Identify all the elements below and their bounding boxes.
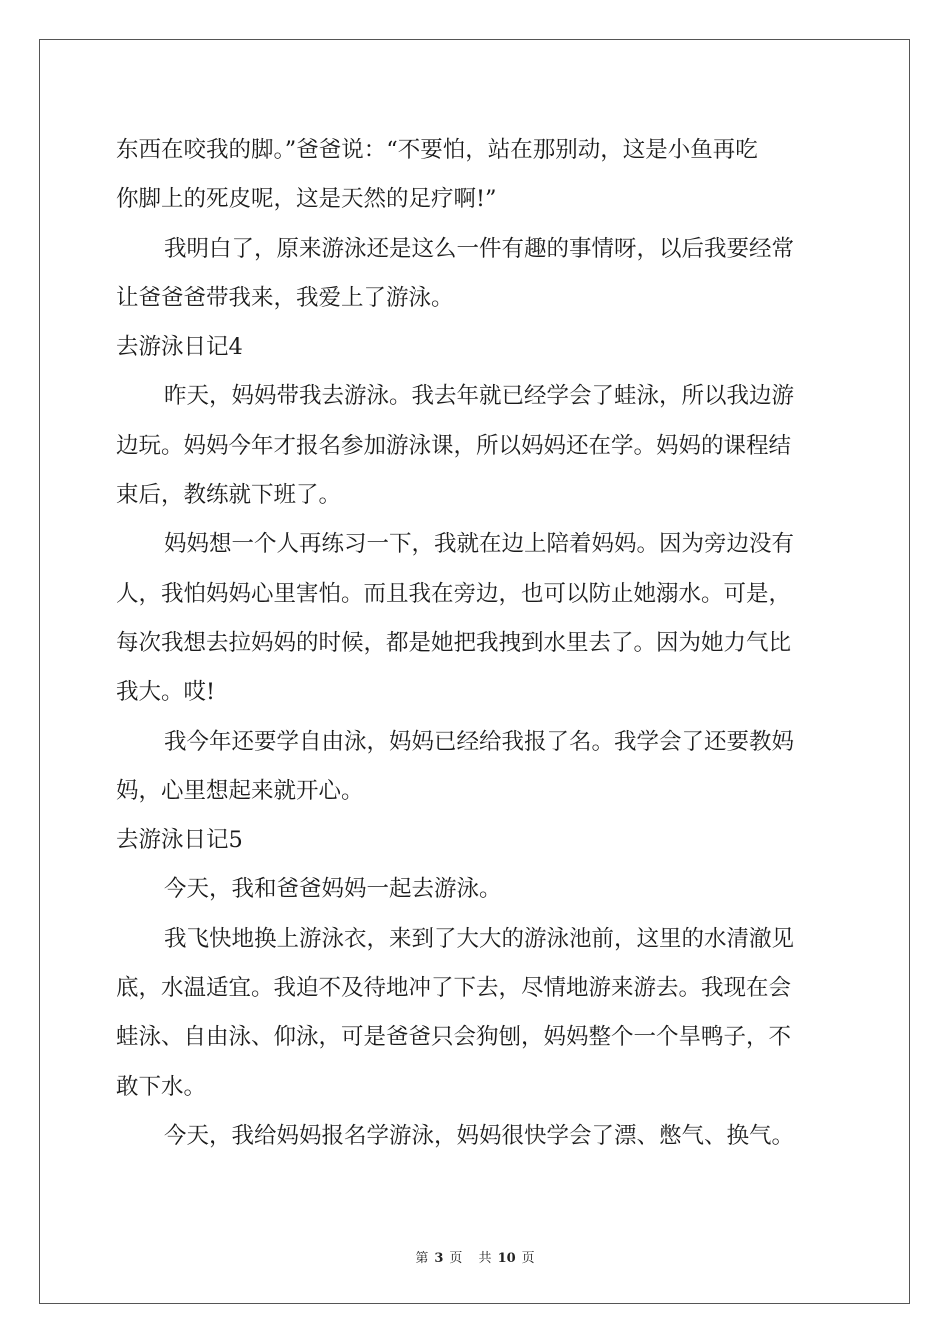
paragraph-start-line: 今天，我给妈妈报名学游泳，妈妈很快学会了漂、憋气、换气。 <box>164 1122 795 1149</box>
text-line: 底，水温适宜。我迫不及待地冲了下去，尽情地游来游去。我现在会 <box>116 975 792 1002</box>
text-line: 我大。哎! <box>116 679 216 706</box>
page-prefix: 第 <box>415 1251 429 1266</box>
page-footer <box>0 1247 950 1266</box>
section-heading: 去游泳日记5 <box>116 827 243 854</box>
total-pages-number: 10 <box>497 1251 516 1266</box>
document-body <box>116 126 834 1161</box>
text-line: 敢下水。 <box>116 1073 207 1100</box>
text-line: 每次我想去拉妈妈的时候，都是她把我拽到水里去了。因为她力气比 <box>116 629 792 656</box>
paragraph-start-line: 我飞快地换上游泳衣，来到了大大的游泳池前，这里的水清澈见 <box>164 925 795 952</box>
text-line: 边玩。妈妈今年才报名参加游泳课，所以妈妈还在学。妈妈的课程结 <box>116 432 792 459</box>
text-line: 东西在咬我的脚。”爸爸说：“不要怕，站在那别动，这是小鱼再吃 <box>116 137 758 163</box>
text-line: 人，我怕妈妈心里害怕。而且我在旁边，也可以防止她溺水。可是， <box>116 580 792 607</box>
total-pages-indicator <box>476 1251 538 1266</box>
page-indicator <box>412 1251 465 1266</box>
text-line: 你脚上的死皮呢，这是天然的足疗啊!” <box>116 186 497 213</box>
paragraph-start-line: 昨天，妈妈带我去游泳。我去年就已经学会了蛙泳，所以我边游 <box>164 383 795 410</box>
total-suffix: 页 <box>521 1251 535 1266</box>
text-line: 束后，教练就下班了。 <box>116 482 342 509</box>
text-line: 蛙泳、自由泳、仰泳，可是爸爸只会狗刨，妈妈整个一个旱鸭子，不 <box>116 1024 792 1051</box>
section-heading: 去游泳日记4 <box>116 334 243 361</box>
paragraph-start-line: 我明白了，原来游泳还是这么一件有趣的事情呀，以后我要经常 <box>164 235 795 262</box>
page-suffix: 页 <box>449 1251 463 1266</box>
total-prefix: 共 <box>478 1251 492 1266</box>
paragraph-start-line: 我今年还要学自由泳，妈妈已经给我报了名。我学会了还要教妈 <box>164 728 795 755</box>
text-line: 让爸爸爸带我来，我爱上了游泳。 <box>116 284 454 311</box>
text-line: 妈，心里想起来就开心。 <box>116 777 364 804</box>
paragraph-start-line: 今天，我和爸爸妈妈一起去游泳。 <box>164 876 502 903</box>
page-number: 3 <box>434 1251 444 1266</box>
paragraph-start-line: 妈妈想一个人再练习一下，我就在边上陪着妈妈。因为旁边没有 <box>164 531 795 558</box>
